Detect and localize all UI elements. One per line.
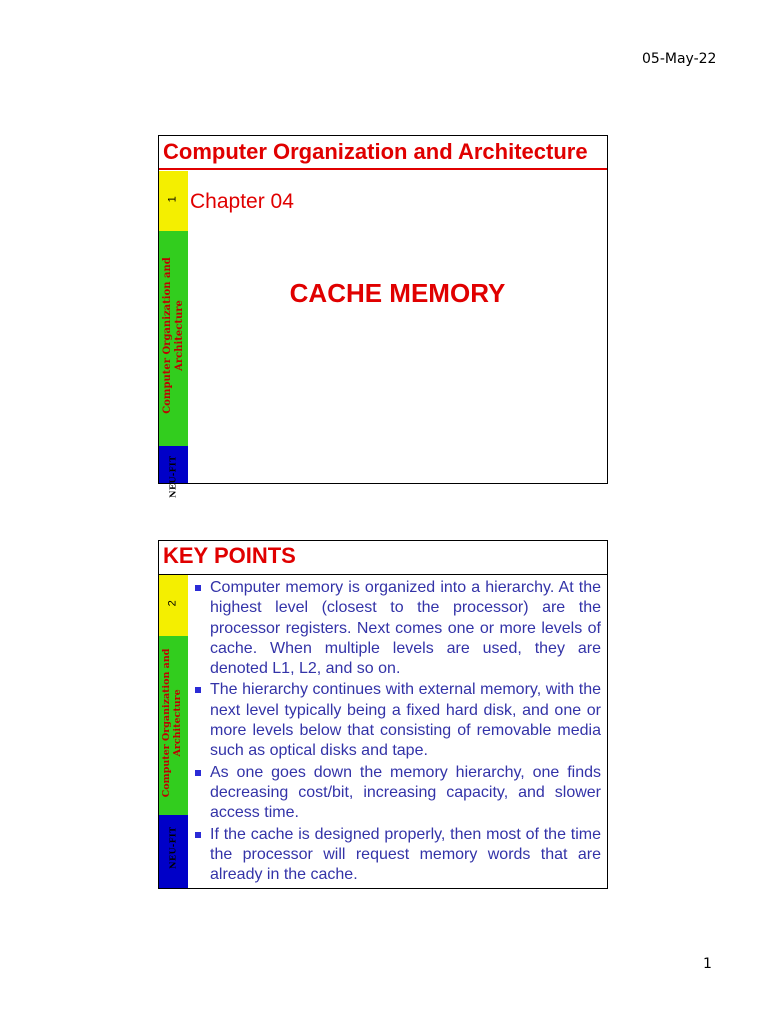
strip-course-label — [159, 231, 188, 446]
slide-2 — [158, 540, 608, 889]
author-tag: NEU-FIT — [167, 826, 178, 869]
bullet-square-icon — [195, 770, 201, 776]
side-strip — [159, 575, 188, 888]
bullet-item — [194, 680, 601, 761]
strip-slide-number — [159, 171, 188, 231]
page-number: 1 — [703, 956, 712, 972]
strip-author-tag — [159, 815, 188, 888]
bullet-item — [194, 763, 601, 824]
course-label-line1: Computer Organization and — [161, 648, 173, 798]
course-label-line1: Computer Organization and — [162, 257, 173, 414]
slide-title: KEY POINTS — [159, 541, 607, 575]
bullet-text: The hierarchy continues with external memory, with the next level typically being a fixed hard disk, and one or more levels below that consisting of removable media such as optical disks and tape. — [210, 681, 601, 760]
bullet-list — [194, 578, 601, 886]
bullet-square-icon — [195, 832, 201, 838]
course-label-line2: Architecture — [172, 689, 183, 757]
bullet-item — [194, 578, 601, 679]
main-heading: CACHE MEMORY — [289, 278, 506, 308]
strip-course-label — [159, 636, 188, 815]
page-date: 05-May-22 — [642, 51, 717, 67]
course-label — [162, 228, 185, 443]
bullet-text: Computer memory is organized into a hierarchy. At the highest level (closest to the processor) are the processor registers. Next comes one or more levels of cache. When multiple levels are used, they are denoted L1, L2, and so on. — [210, 579, 601, 678]
bullet-square-icon — [195, 585, 201, 591]
bullet-text: As one goes down the memory hierarchy, one finds decreasing cost/bit, increasing capacity, and slower access time. — [210, 763, 601, 822]
chapter-label: Chapter 04 — [190, 190, 294, 213]
bullet-text: If the cache is designed properly, then most of the time the processor will request memory words that are already in the cache. — [210, 825, 601, 884]
slide-1 — [158, 135, 608, 498]
course-label — [162, 633, 184, 813]
author-tag: NEU-FIT — [167, 455, 178, 498]
course-label-line2: Architecture — [173, 300, 185, 371]
strip-slide-number — [159, 575, 188, 636]
slide-title: Computer Organization and Architecture — [159, 136, 607, 170]
slide-number: 1 — [166, 196, 179, 203]
strip-author-tag — [159, 446, 188, 498]
slide-number: 2 — [166, 600, 179, 607]
bullet-item — [194, 825, 601, 886]
bullet-square-icon — [195, 687, 201, 693]
side-strip — [159, 171, 188, 498]
